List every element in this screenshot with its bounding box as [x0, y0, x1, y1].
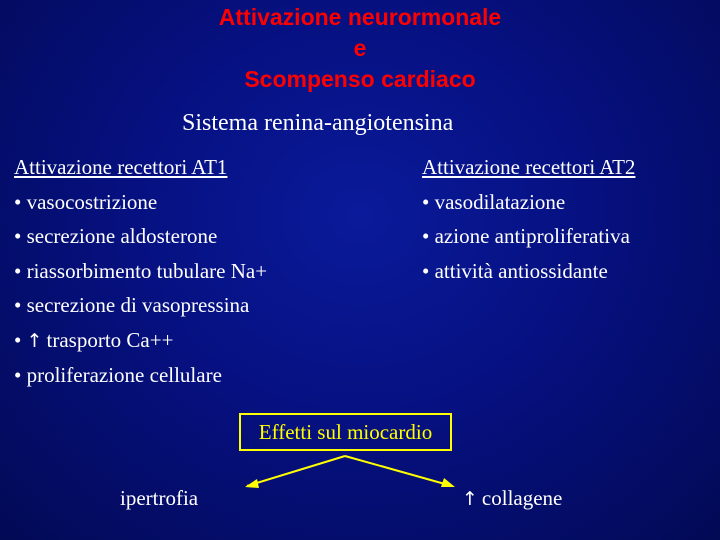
- outcome-collagene: ↑ collagene: [462, 486, 563, 510]
- up-arrow-icon: ↑: [26, 329, 43, 352]
- at2-heading: Attivazione recettori AT2: [422, 155, 636, 179]
- list-item: • ↑ trasporto Ca++: [14, 323, 267, 359]
- title-line-2: e: [353, 35, 367, 61]
- list-item: • secrezione aldosterone: [14, 219, 267, 254]
- slide-subtitle: Sistema renina-angiotensina: [182, 110, 454, 136]
- arrowhead-left: [245, 479, 259, 488]
- list-item: • proliferazione cellulare: [14, 358, 267, 393]
- list-item: • vasocostrizione: [14, 185, 267, 220]
- title-line-1: Attivazione neurormonale: [218, 4, 502, 30]
- list-item: • vasodilatazione: [422, 185, 635, 220]
- slide-title: [0, 2, 720, 95]
- list-item: • riassorbimento tubulare Na+: [14, 254, 267, 289]
- outcome-ipertrofia: ipertrofia: [120, 486, 199, 510]
- arrow-to-collagene: [345, 456, 452, 486]
- list-item: • secrezione di vasopressina: [14, 288, 267, 323]
- at1-heading: Attivazione recettori AT1: [14, 155, 228, 179]
- title-line-3: Scompenso cardiaco: [244, 66, 476, 92]
- list-item: • attività antiossidante: [422, 254, 635, 289]
- at2-column: [422, 150, 635, 288]
- list-item: • azione antiproliferativa: [422, 219, 635, 254]
- arrow-to-ipertrofia: [247, 456, 345, 486]
- at1-column: [14, 150, 267, 393]
- arrowhead-right: [441, 478, 455, 487]
- up-arrow-icon: ↑: [462, 488, 478, 510]
- effects-box: Effetti sul miocardio: [239, 413, 452, 451]
